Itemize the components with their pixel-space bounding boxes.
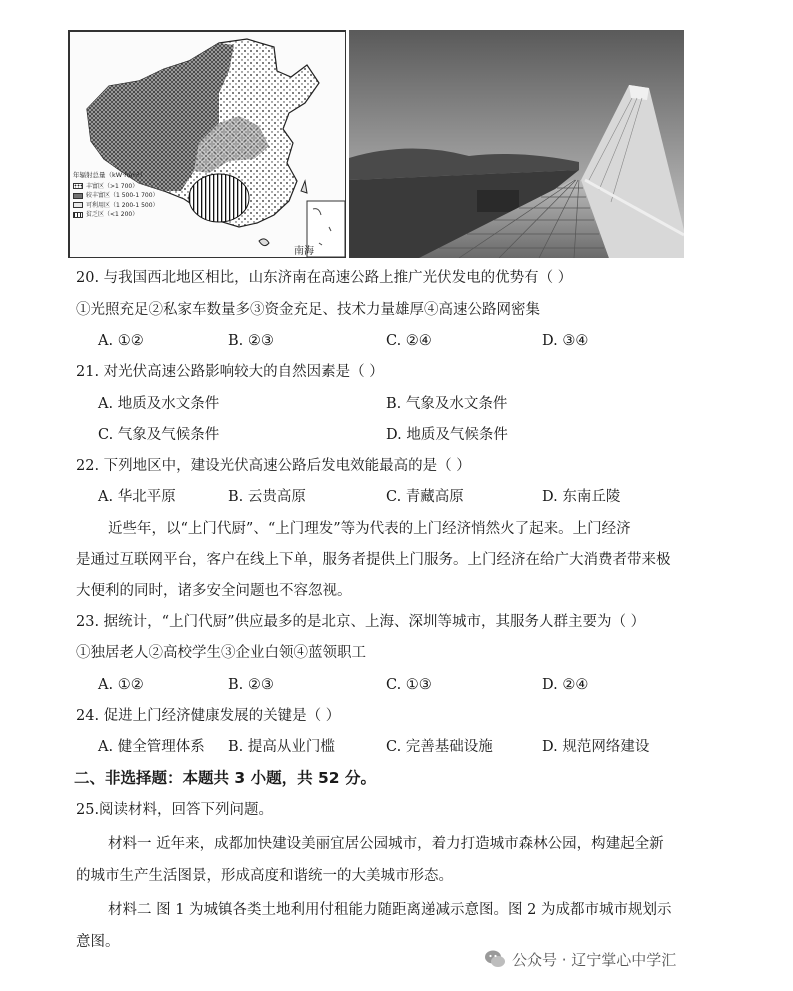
option-a: A. 华北平原 <box>98 489 176 505</box>
legend-row <box>73 210 185 220</box>
swatch-fairly-rich <box>73 193 83 199</box>
watermark-text: 公众号 · 辽宁掌心中学汇 <box>512 950 677 969</box>
option-b: B. 气象及水文条件 <box>386 396 508 412</box>
legend-label: 可利用区（1 200-1 500） <box>86 201 159 209</box>
wechat-watermark <box>484 948 676 970</box>
question-25-stem: 25.阅读材料，回答下列问题。 <box>76 802 274 818</box>
passage-line: 近些年，以“上门代厨”、“上门理发”等为代表的上门经济悄然火了起来。上门经济 <box>108 521 631 537</box>
option-a: A. 地质及水文条件 <box>98 396 220 412</box>
china-solar-radiation-map <box>68 30 346 258</box>
option-c: C. ②④ <box>386 333 432 349</box>
question-24-stem: 24. 促进上门经济健康发展的关键是（ ） <box>76 708 341 724</box>
swatch-usable <box>73 202 83 208</box>
swatch-poor <box>73 212 83 218</box>
material-2-line: 材料二 图 1 为城镇各类土地利用付租能力随距离递减示意图。图 2 为成都市城市规划示 <box>108 902 672 918</box>
legend-row <box>73 191 185 201</box>
material-1-line: 的城市生产生活图景，形成高度和谐统一的大美城市形态。 <box>76 868 453 884</box>
question-20-stem: 20. 与我国西北地区相比，山东济南在高速公路上推广光伏发电的优势有（ ） <box>76 270 573 286</box>
wechat-icon <box>484 948 506 970</box>
option-a: A. ①② <box>98 333 144 349</box>
south-china-sea-label: 南海 <box>294 246 314 257</box>
legend-title: 年辐射总量（kW·h/m²） <box>73 171 147 179</box>
highway-photo-graphic <box>349 30 684 258</box>
option-d: D. 规范网络建设 <box>542 739 650 755</box>
option-c: C. ①③ <box>386 677 432 693</box>
legend-row <box>73 182 185 192</box>
option-a: A. ①② <box>98 677 144 693</box>
option-d: D. 东南丘陵 <box>542 489 621 505</box>
map-legend <box>73 171 185 220</box>
option-b: B. ②③ <box>228 333 274 349</box>
option-c: C. 完善基础设施 <box>386 739 493 755</box>
option-b: B. 提高从业门槛 <box>228 739 335 755</box>
swatch-rich <box>73 183 83 189</box>
option-b: B. 云贵高原 <box>228 489 306 505</box>
question-21-stem: 21. 对光伏高速公路影响较大的自然因素是（ ） <box>76 364 384 380</box>
material-2-line: 意图。 <box>76 934 120 950</box>
option-d: D. ②④ <box>542 677 589 693</box>
passage-line: 大便利的同时，诸多安全问题也不容忽视。 <box>76 583 352 599</box>
passage-line: 是通过互联网平台，客户在线上下单，服务者提供上门服务。上门经济在给广大消费者带来极 <box>76 552 671 568</box>
question-22-stem: 22. 下列地区中，建设光伏高速公路后发电效能最高的是（ ） <box>76 458 471 474</box>
legend-row <box>73 201 185 211</box>
question-23-sub: ①独居老人②高校学生③企业白领④蓝领职工 <box>76 645 366 661</box>
legend-label: 丰富区（>1 700） <box>86 182 139 190</box>
question-23-stem: 23. 据统计，“上门代厨”供应最多的是北京、上海、深圳等城市，其服务人群主要为（ ） <box>76 614 646 630</box>
figure-area <box>68 30 684 258</box>
option-d: D. 地质及气候条件 <box>386 427 508 443</box>
map-graphic <box>69 31 346 258</box>
option-c: C. 青藏高原 <box>386 489 464 505</box>
photovoltaic-highway-photo <box>349 30 684 258</box>
legend-label: 贫乏区（<1 200） <box>86 211 139 218</box>
material-1-line: 材料一 近年来，成都加快建设美丽宜居公园城市，着力打造城市森林公园，构建起全新 <box>108 836 664 852</box>
option-a: A. 健全管理体系 <box>98 739 205 755</box>
option-c: C. 气象及气候条件 <box>98 427 220 443</box>
question-20-sub: ①光照充足②私家车数量多③资金充足、技术力量雄厚④高速公路网密集 <box>76 302 540 318</box>
option-b: B. ②③ <box>228 677 274 693</box>
section-heading: 二、非选择题：本题共 3 小题，共 52 分。 <box>74 769 376 787</box>
option-d: D. ③④ <box>542 333 589 349</box>
legend-label: 较丰富区（1 500-1 700） <box>86 192 159 199</box>
